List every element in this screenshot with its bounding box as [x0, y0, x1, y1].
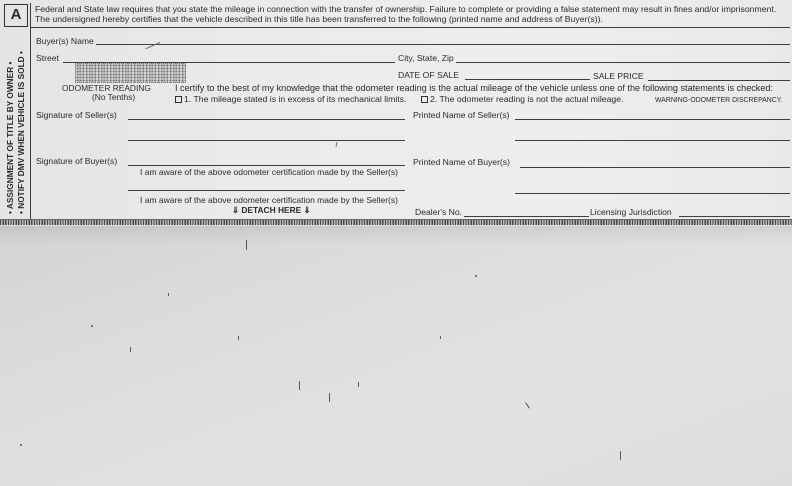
street-label: Street	[36, 53, 59, 63]
paper-speck	[20, 444, 22, 446]
paper-speck	[329, 393, 330, 402]
header-transfer-certification: The undersigned hereby certifies that the vehicle described in this title has been transferred to the following (printed name and address of Buyer(s)).	[35, 14, 603, 24]
seller-printed-name-label: Printed Name of Seller(s)	[413, 110, 510, 120]
paper-speck	[246, 240, 247, 250]
buyer-name-line	[96, 44, 790, 45]
side-label-assignment: • ASSIGNMENT OF TITLE BY OWNER •	[5, 61, 15, 214]
section-letter-box	[4, 4, 28, 27]
odometer-no-tenths-label: (No Tenths)	[92, 92, 136, 102]
not-actual-mileage-label: 2. The odometer reading is not the actual mileage.	[430, 94, 624, 104]
not-actual-mileage-checkbox	[421, 96, 428, 103]
sale-price-label: SALE PRICE	[593, 71, 644, 81]
header-divider	[30, 27, 790, 28]
odometer-discrepancy-warning: WARNING-ODOMETER DISCREPANCY.	[655, 96, 783, 104]
buyer-printed-name-line-2	[515, 193, 790, 194]
blank-paper-area	[0, 226, 792, 486]
date-of-sale-label: DATE OF SALE	[398, 70, 459, 80]
side-label-notify-dmv: • NOTIFY DMV WHEN VEHICLE IS SOLD •	[16, 51, 26, 214]
seller-signature-line	[128, 119, 405, 120]
detach-here-label: ⇓ DETACH HERE ⇓	[232, 205, 311, 215]
paper-speck	[358, 382, 359, 387]
seller-printed-name-line-2	[515, 140, 790, 141]
date-of-sale-line	[465, 79, 590, 80]
paper-speck	[440, 336, 441, 339]
seller-signature-label: Signature of Seller(s)	[36, 110, 117, 120]
buyer-name-label: Buyer(s) Name	[36, 36, 94, 46]
header-legal-warning: Federal and State law requires that you state the mileage in connection with the transfer of ownership. Failure to complete or providing a false statement may result in fines and/or imprisonment.	[35, 4, 777, 14]
seller-printed-name-line	[515, 119, 790, 120]
perforation-line	[0, 220, 792, 225]
dealer-number-label: Dealer's No.	[415, 207, 463, 217]
buyer-acknowledgement-2: I am aware of the above odometer certification made by the Seller(s)	[140, 195, 398, 205]
paper-speck	[130, 347, 131, 352]
paper-speck	[475, 275, 477, 277]
pen-mark	[335, 142, 337, 147]
city-state-zip-label: City, State, Zip	[398, 53, 454, 63]
paper-speck	[238, 336, 239, 340]
seller-signature-line-2	[128, 140, 405, 141]
buyer-printed-name-line	[520, 167, 790, 168]
odometer-certification-text: I certify to the best of my knowledge that the odometer reading is the actual mileage of the vehicle unless one of the following statements is checked:	[175, 83, 773, 93]
paper-speck	[299, 381, 300, 390]
buyer-signature-line	[128, 165, 405, 166]
mileage-exceeds-limits-label: 1. The mileage stated is in excess of its mechanical limits.	[184, 94, 407, 104]
odometer-reading-box	[75, 63, 186, 83]
buyer-acknowledgement: I am aware of the above odometer certification made by the Seller(s)	[140, 167, 398, 177]
assignment-of-title-form	[0, 0, 792, 219]
licensing-jurisdiction-label: Licensing Jurisdiction	[590, 207, 672, 217]
mileage-exceeds-limits-checkbox	[175, 96, 182, 103]
paper-speck	[620, 451, 621, 460]
buyer-signature-label: Signature of Buyer(s)	[36, 156, 118, 166]
licensing-jurisdiction-line	[679, 216, 790, 217]
paper-speck	[91, 325, 93, 327]
odometer-reading-label: ODOMETER READING	[62, 83, 151, 93]
section-letter: A	[10, 6, 22, 23]
side-strip-divider	[30, 3, 31, 219]
buyer-printed-name-label: Printed Name of Buyer(s)	[413, 157, 510, 167]
dealer-number-line	[464, 216, 589, 217]
buyer-signature-line-2	[128, 190, 405, 191]
pen-mark	[145, 42, 160, 49]
city-state-zip-line	[456, 62, 790, 63]
sale-price-line	[648, 80, 790, 81]
paper-speck	[168, 293, 169, 296]
